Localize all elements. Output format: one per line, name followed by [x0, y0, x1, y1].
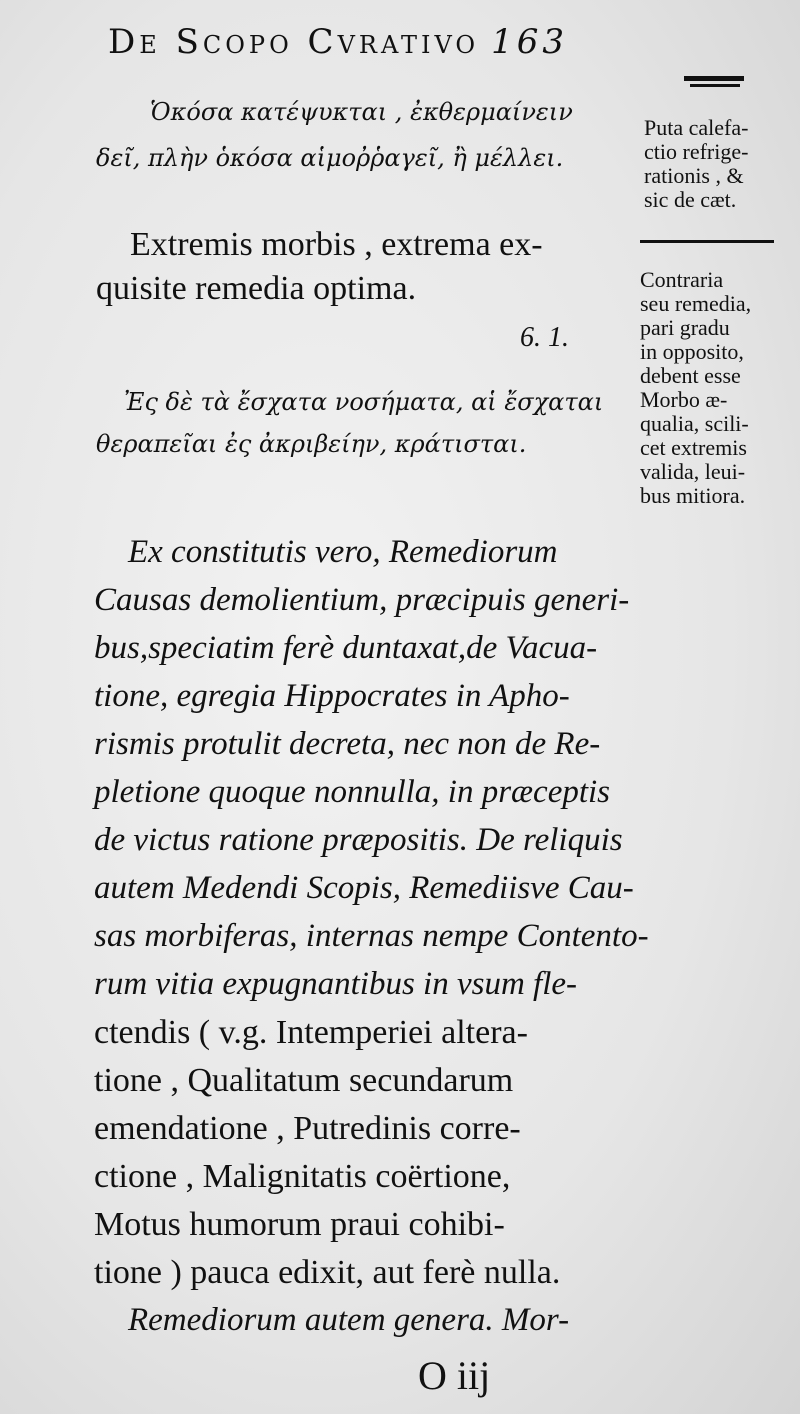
- body-line: rum vitia expugnantibus in vsum fle-: [94, 966, 578, 1002]
- margin-note-1-line: rationis , &: [644, 163, 744, 188]
- page-number: 163: [491, 22, 568, 62]
- aphorism-line-1: Extremis morbis , extrema ex-: [130, 226, 543, 263]
- body-line: Ex constitutis vero, Remediorum: [128, 534, 558, 570]
- aphorism-section-mark: 6. 1.: [520, 322, 569, 353]
- margin-note-2-line: in opposito,: [640, 339, 744, 364]
- margin-note-2-line: Morbo æ-: [640, 387, 728, 412]
- running-head: [108, 22, 568, 62]
- body-line: sas morbiferas, internas nempe Contento-: [94, 918, 649, 954]
- signature-mark: O iij: [418, 1353, 491, 1398]
- margin-note-1-line: Puta calefa-: [644, 115, 749, 140]
- body-line: pletione quoque nonnulla, in præceptis: [94, 774, 611, 810]
- margin-divider: [640, 240, 774, 243]
- margin-note-2-line: seu remedia,: [640, 291, 752, 316]
- greek-quote-1-line-2: δεῖ, πλὴν ὁκόσα αἱμοῤῥαγεῖ, ἢ μέλλει.: [96, 144, 564, 172]
- body-line: Causas demolientium, præcipuis generi-: [94, 582, 630, 618]
- aphorism-line-2: quisite remedia optima.: [96, 270, 417, 307]
- margin-note-2: [640, 268, 751, 508]
- margin-note-2-line: Contraria: [640, 267, 724, 292]
- margin-note-1-line: sic de cæt.: [644, 187, 737, 212]
- ornament-rule: [680, 74, 750, 92]
- margin-note-2-line: pari gradu: [640, 315, 730, 340]
- body-line: ctendis ( v.g. Intemperiei altera-: [94, 1014, 528, 1051]
- body-line: tione, egregia Hippocrates in Apho-: [94, 678, 570, 714]
- greek-quote-1-line-1: Ὁκόσα κατέψυκται , ἐκθερμαίνειν: [150, 98, 573, 126]
- body-line: rismis protulit decreta, nec non de Re-: [94, 726, 601, 762]
- body-line: tione , Qualitatum secundarum: [94, 1062, 514, 1099]
- body-line: Motus humorum praui cohibi-: [94, 1206, 505, 1243]
- greek-quote-2-line-1: Ἐς δὲ τὰ ἔσχατα νοσήματα, αἱ ἔσχαται: [124, 388, 604, 416]
- running-title: De Scopo Cvrativo: [108, 22, 480, 62]
- margin-note-2-line: valida, leui-: [640, 459, 746, 484]
- margin-note-1: [644, 116, 748, 212]
- body-line: tione ) pauca edixit, aut ferè nulla.: [94, 1254, 561, 1291]
- margin-note-1-line: ctio refrige-: [644, 139, 749, 164]
- margin-note-2-line: debent esse: [640, 363, 741, 388]
- body-line: Remediorum autem genera. Mor-: [128, 1302, 570, 1338]
- body-line: bus,speciatim ferè duntaxat,de Vacua-: [94, 630, 598, 666]
- margin-note-2-line: cet extremis: [640, 435, 747, 460]
- greek-quote-2-line-2: θεραπεῖαι ἐς ἀκριβείην, κράτισται.: [96, 430, 527, 458]
- body-line: ctione , Malignitatis coërtione,: [94, 1158, 511, 1195]
- body-line: emendatione , Putredinis corre-: [94, 1110, 521, 1147]
- margin-note-2-line: qualia, scili-: [640, 411, 749, 436]
- margin-note-2-line: bus mitiora.: [640, 483, 746, 508]
- body-line: de victus ratione præpositis. De reliquis: [94, 822, 623, 858]
- body-line: autem Medendi Scopis, Remediisve Cau-: [94, 870, 634, 906]
